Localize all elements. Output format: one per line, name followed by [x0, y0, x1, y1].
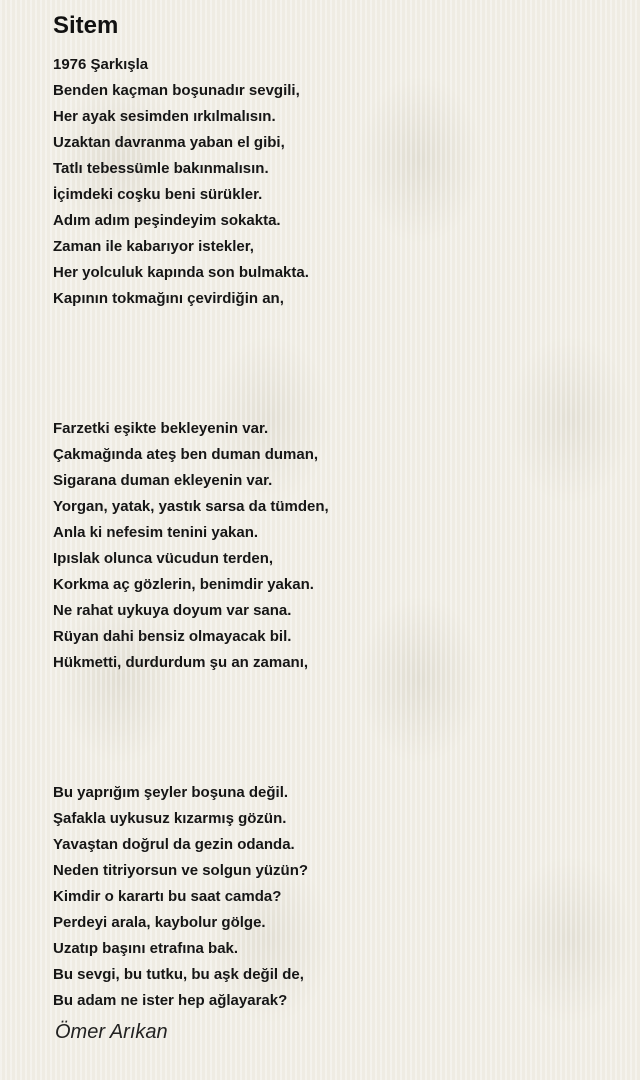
- poem-line: Hükmetti, durdurdum şu an zamanı,: [53, 654, 309, 671]
- poem-line: Bu adam ne ister hep ağlayarak?: [53, 992, 288, 1009]
- poem-line: Perdeyi arala, kaybolur gölge.: [53, 914, 266, 931]
- poem-body: [53, 52, 613, 1014]
- poem-line: Kapının tokmağını çevirdiğin an,: [53, 290, 284, 307]
- poem-line: Sigarana duman ekleyenin var.: [53, 472, 273, 489]
- poem-line: 1976 Şarkışla: [53, 56, 149, 73]
- poem-line: Ne rahat uykuya doyum var sana.: [53, 602, 292, 619]
- poem-line: Uzatıp başını etrafına bak.: [53, 940, 239, 957]
- poem-line: İçimdeki coşku beni sürükler.: [53, 186, 263, 203]
- author-signature: Ömer Arıkan: [55, 1021, 168, 1043]
- poem-line: Korkma aç gözlerin, benimdir yakan.: [53, 576, 314, 593]
- stanza-gap: [53, 312, 613, 416]
- poem-line: Zaman ile kabarıyor istekler,: [53, 238, 254, 255]
- stanza-2: [53, 416, 613, 676]
- poem-line: Ipıslak olunca vücudun terden,: [53, 550, 274, 567]
- poem-line: Çakmağında ateş ben duman duman,: [53, 446, 319, 463]
- poem-line: Adım adım peşindeyim sokakta.: [53, 212, 281, 229]
- poem-line: Yavaştan doğrul da gezin odanda.: [53, 836, 295, 853]
- poem-line: Bu yaprığım şeyler boşuna değil.: [53, 784, 289, 801]
- poem-line: Tatlı tebessümle bakınmalısın.: [53, 160, 269, 177]
- poem-line: Şafakla uykusuz kızarmış gözün.: [53, 810, 287, 827]
- stanza-3: [53, 780, 613, 1014]
- poem-line: Uzaktan davranma yaban el gibi,: [53, 134, 285, 151]
- poem-line: Farzetki eşikte bekleyenin var.: [53, 420, 269, 437]
- poem-line: Her yolculuk kapında son bulmakta.: [53, 264, 309, 281]
- poem-line: Neden titriyorsun ve solgun yüzün?: [53, 862, 309, 879]
- poem-line: Yorgan, yatak, yastık sarsa da tümden,: [53, 498, 329, 515]
- stanza-1: [53, 52, 613, 312]
- poem-line: Benden kaçman boşunadır sevgili,: [53, 82, 300, 99]
- poem-line: Anla ki nefesim tenini yakan.: [53, 524, 259, 541]
- poem-title: Sitem: [53, 12, 119, 39]
- poem-line: Kimdir o karartı bu saat camda?: [53, 888, 282, 905]
- poem-line: Her ayak sesimden ırkılmalısın.: [53, 108, 276, 125]
- poem-line: Rüyan dahi bensiz olmayacak bil.: [53, 628, 292, 645]
- poem-line: Bu sevgi, bu tutku, bu aşk değil de,: [53, 966, 304, 983]
- stanza-gap: [53, 676, 613, 780]
